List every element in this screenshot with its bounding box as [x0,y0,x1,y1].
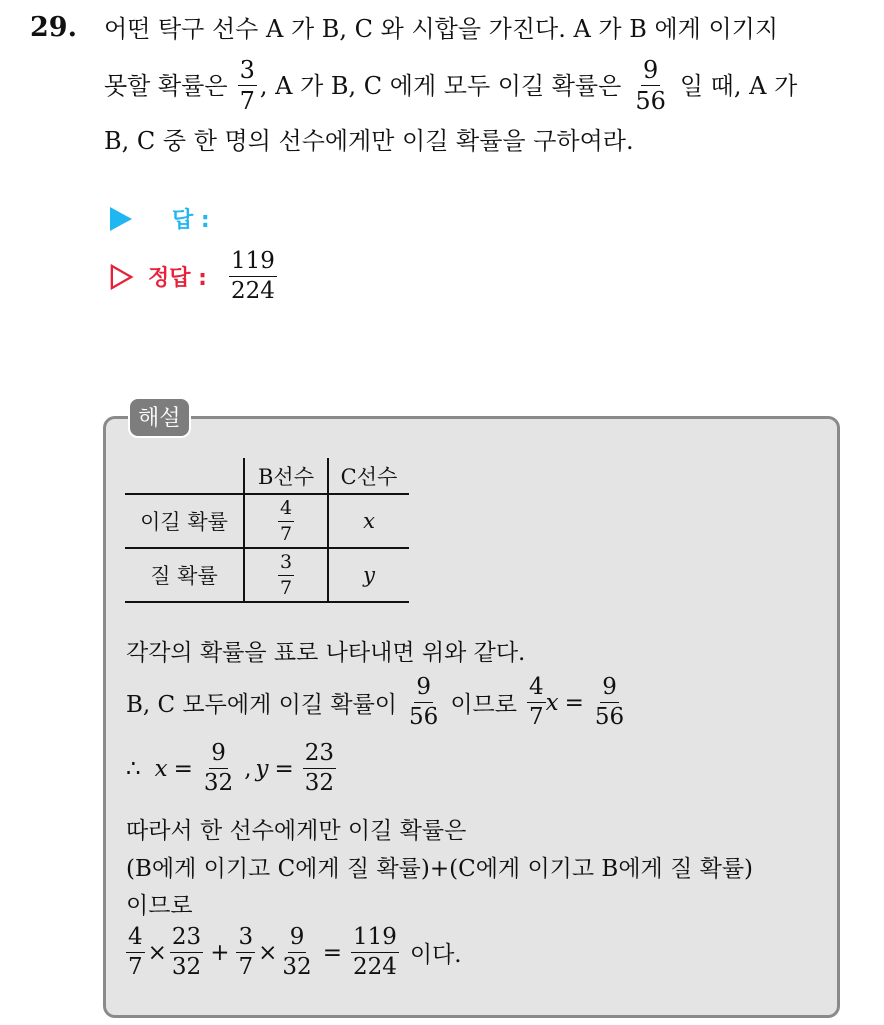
fraction-denominator: 224 [352,954,397,980]
table-header-empty [125,458,244,494]
therefore-symbol: ∴ [126,755,141,782]
fraction-numerator: 9 [209,742,228,769]
fraction-numerator: 3 [239,56,255,84]
variable-y: y [255,755,269,782]
fraction-numerator: 4 [126,926,145,953]
fraction-denominator: 32 [171,954,202,980]
equals-sign: = [173,755,193,782]
question-number: 29. [30,12,77,43]
times-sign: × [147,939,167,966]
table-header-b: B선수 [244,458,328,494]
fraction [527,676,546,729]
table-row [125,548,409,602]
fraction-denominator: 32 [304,770,335,796]
fraction [351,926,399,979]
fraction [280,926,313,979]
table-row [125,494,409,548]
fraction-denominator: 7 [528,704,544,730]
table-cell-b [244,548,328,602]
solution-line-5: (B에게 이기고 C에게 질 확률)+(C에게 이기고 B에게 질 확률) [126,856,754,882]
play-outline-icon [110,264,134,290]
fraction-numerator: 119 [351,926,399,953]
fraction-denominator: 224 [230,278,275,304]
answer-row [110,203,210,234]
variable-x: x [545,689,559,716]
equals-sign: = [322,939,342,966]
fraction-numerator: 9 [600,676,619,703]
fraction-numerator: 4 [527,676,546,703]
play-icon [110,207,132,231]
equals-sign: = [274,755,294,782]
table-cell-c: x [363,509,375,533]
fraction [278,550,294,599]
table-header-row [125,458,409,494]
solution-text: B, C 모두에게 이길 확률이 [126,692,398,718]
plus-sign: + [210,939,230,966]
fraction-9-56 [633,58,668,113]
answer-label: 답 : [172,208,210,233]
solution-tag: 해설 [128,397,191,438]
comma: , [244,755,252,782]
fraction [278,496,294,545]
fraction-denominator: 32 [203,770,234,796]
fraction-numerator: 23 [303,742,336,769]
fraction-numerator: 9 [414,676,433,703]
solution-line-4: 따라서 한 선수에게만 이길 확률은 [126,818,467,844]
fraction-denominator: 56 [594,704,625,730]
solution-line-7 [126,926,462,979]
question-text: 일 때, A 가 [679,71,798,100]
correct-answer-fraction [229,250,277,303]
solution-text: 이다. [409,942,462,968]
equals-sign: = [564,689,584,716]
solution-line-2 [126,676,629,729]
fraction [170,926,203,979]
fraction-denominator: 7 [279,576,293,599]
question-line-2 [104,58,797,113]
question-text: 못할 확률은 [104,71,228,100]
correct-answer-label: 정답 : [148,266,207,291]
fraction-3-7 [238,58,257,113]
fraction [407,676,440,729]
fraction-denominator: 7 [279,522,293,545]
fraction-numerator: 3 [236,926,255,953]
fraction-numerator: 3 [278,553,294,576]
variable-x: x [154,755,168,782]
fraction [303,742,336,795]
table-cell-b [244,494,328,548]
question-line-1: 어떤 탁구 선수 A 가 B, C 와 시합을 가진다. A 가 B 에게 이기지 [104,15,779,43]
solution-text: 이므로 [450,692,517,718]
fraction-denominator: 56 [409,704,439,730]
correct-answer-row [110,250,280,303]
fraction-denominator: 7 [239,87,255,115]
fraction-denominator: 7 [238,954,254,980]
fraction-denominator: 56 [635,87,666,115]
fraction-numerator: 119 [229,250,277,277]
fraction [593,676,626,729]
fraction-numerator: 23 [170,926,203,953]
fraction [126,926,145,979]
fraction-denominator: 32 [282,954,312,980]
question-line-3: B, C 중 한 명의 선수에게만 이길 확률을 구하여라. [104,127,634,155]
times-sign: × [258,939,278,966]
fraction [202,742,235,795]
solution-line-1: 각각의 확률을 표로 나타내면 위와 같다. [126,640,526,666]
question-text: , A 가 B, C 에게 모두 이길 확률은 [259,71,622,100]
fraction-numerator: 4 [278,499,294,522]
solution-line-3 [126,742,339,795]
fraction-numerator: 9 [642,56,659,84]
fraction [236,926,255,979]
fraction-numerator: 9 [288,926,307,953]
table-cell-c: y [363,563,375,587]
probability-table [125,458,409,603]
table-row-label: 이길 확률 [125,494,244,548]
table-header-c: C선수 [340,464,398,489]
solution-line-6: 이므로 [126,893,193,919]
table-row-label: 질 확률 [125,548,244,602]
fraction-denominator: 7 [128,954,143,980]
